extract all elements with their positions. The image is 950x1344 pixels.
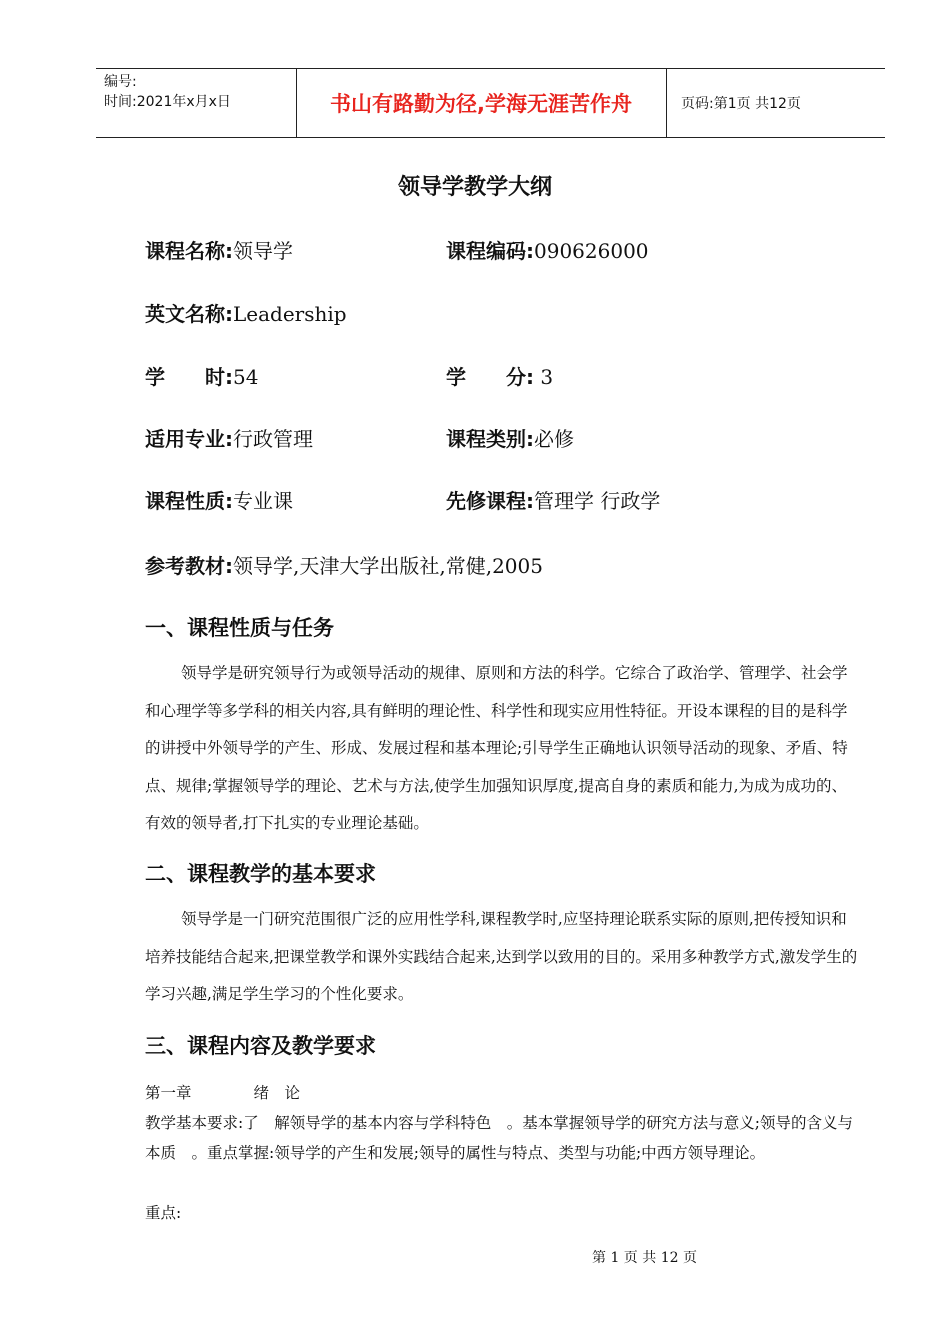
course-code-field bbox=[446, 235, 649, 264]
field-value: 专业课 bbox=[233, 489, 293, 513]
field-value: 管理学 行政学 bbox=[534, 489, 661, 513]
section-1-paragraph bbox=[145, 655, 860, 843]
field-key: 课程性质: bbox=[145, 489, 233, 513]
section-1-text: 领导学是研究领导行为或领导活动的规律、原则和方法的科学。它综合了政治学、管理学、社会学和心理学等多学科的相关内容,具有鲜明的理论性、科学性和现实应用性特征。开设本课程的目的是科学的讲授中外领导学的产生、形成、发展过程和基本理论;引导学生正确地认识领导活动的现象、矛盾、特点、规律;掌握领导学的理论、艺术与方法,使学生加强知识厚度,提高自身的素质和能力,为成为成功的、有效的领导者,打下扎实的专业理论基础。 bbox=[145, 664, 848, 832]
textbook-field bbox=[145, 550, 543, 579]
field-value: 090626000 bbox=[534, 239, 649, 263]
document-time-label: 时间:2021年x月x日 bbox=[104, 94, 231, 110]
key-points-label: 重点: bbox=[145, 1204, 182, 1222]
field-key: 先修课程: bbox=[446, 489, 534, 513]
field-value: 行政管理 bbox=[233, 427, 313, 451]
field-key: 适用专业: bbox=[145, 427, 233, 451]
header-page-label: 页码:第1页 共12页 bbox=[681, 96, 801, 112]
field-key: 英文名称: bbox=[145, 302, 233, 326]
field-key: 课程类别: bbox=[446, 427, 534, 451]
section-2-heading: 二、课程教学的基本要求 bbox=[145, 862, 376, 886]
section-1-heading: 一、课程性质与任务 bbox=[145, 616, 334, 640]
teaching-requirements: 教学基本要求:了 解领导学的基本内容与学科特色 。基本掌握领导学的研究方法与意义;领导的含义与本质 。重点掌握:领导学的产生和发展;领导的属性与特点、类型与功能;中西方领导理论。 bbox=[145, 1114, 853, 1162]
field-key: 课程名称: bbox=[145, 239, 233, 263]
field-value: 3 bbox=[534, 365, 554, 389]
chapter-heading: 第一章 绪 论 bbox=[145, 1084, 301, 1102]
section-2-text: 领导学是一门研究范围很广泛的应用性学科,课程教学时,应坚持理论联系实际的原则,把传授知识和培养技能结合起来,把课堂教学和课外实践结合起来,达到学以致用的目的。采用多种教学方式,激发学生的学习兴趣,满足学生学习的个性化要求。 bbox=[145, 910, 858, 1003]
field-value: 领导学 bbox=[233, 239, 293, 263]
field-value: Leadership bbox=[233, 302, 347, 326]
field-key: 学 时: bbox=[145, 365, 233, 389]
major-field bbox=[145, 423, 313, 452]
page-header bbox=[96, 68, 885, 138]
header-motto: 书山有路勤为径,学海无涯苦作舟 bbox=[296, 69, 667, 137]
field-value: 必修 bbox=[534, 427, 574, 451]
header-info-cell bbox=[96, 69, 297, 137]
field-value: 领导学,天津大学出版社,常健,2005 bbox=[233, 554, 543, 578]
field-key: 参考教材: bbox=[145, 554, 233, 578]
field-key: 学 分: bbox=[446, 365, 534, 389]
document-title: 领导学教学大纲 bbox=[397, 175, 552, 200]
credits-field bbox=[446, 361, 553, 390]
section-2-paragraph bbox=[145, 901, 860, 1014]
category-field bbox=[446, 423, 574, 452]
page-footer: 第 1 页 共 12 页 bbox=[592, 1250, 697, 1266]
nature-field bbox=[145, 485, 293, 514]
prerequisite-field bbox=[446, 485, 660, 514]
field-key: 课程编码: bbox=[446, 239, 534, 263]
document-number-label: 编号: bbox=[104, 74, 137, 90]
field-value: 54 bbox=[233, 365, 259, 389]
hours-field bbox=[145, 361, 258, 390]
section-3-heading: 三、课程内容及教学要求 bbox=[145, 1034, 376, 1058]
english-name-field bbox=[145, 298, 347, 327]
course-name-field bbox=[145, 235, 293, 264]
